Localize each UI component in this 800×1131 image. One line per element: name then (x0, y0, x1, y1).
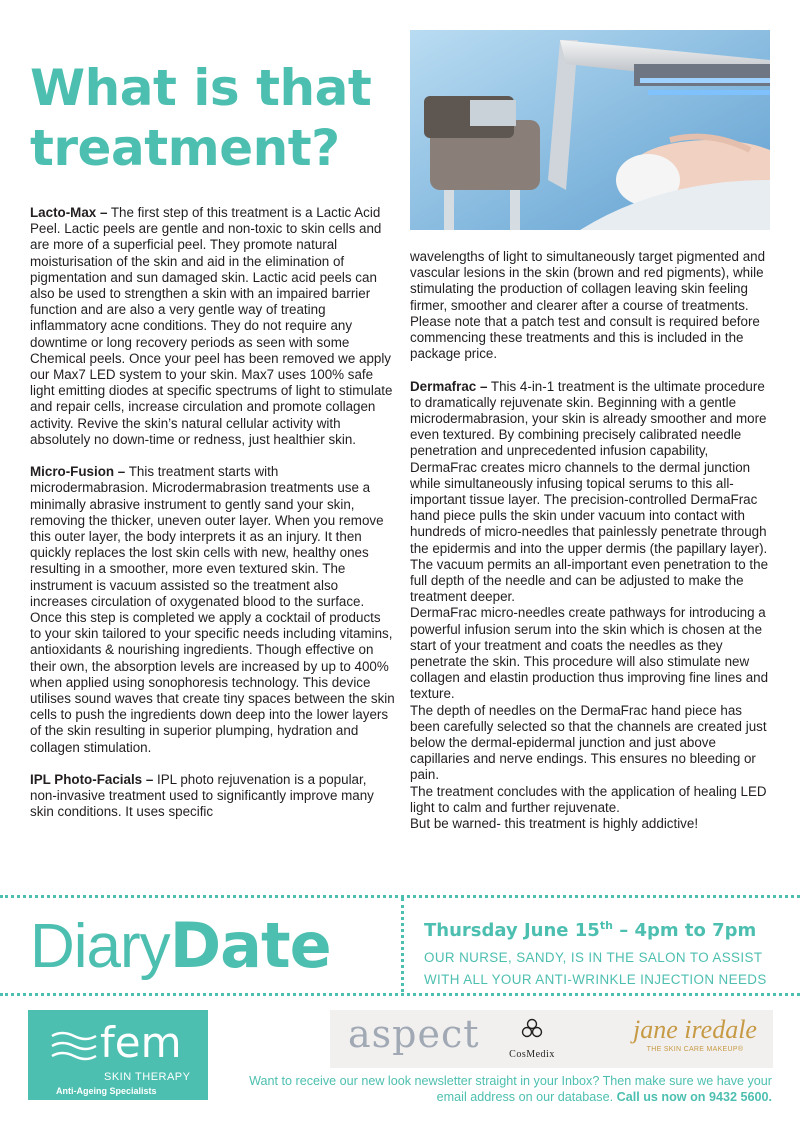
logo-name: fem (100, 1018, 182, 1067)
event-date (424, 915, 774, 942)
jane-iredale-tagline: THE SKIN CARE MAKEUP® (646, 1046, 744, 1053)
event-date-main: Thursday June 15 (424, 920, 600, 941)
micro-fusion-heading: Micro-Fusion – (30, 464, 126, 480)
dermafrac-text: This 4-in-1 treatment is the ultimate procedure to dramatically rejuvenate skin. Beginning with a gentle microdermabrasion, your skin is already smoother and more even textured. By combining precisely calibrated needle penetration and unprecedented infusion capability, DermaFrac creates micro channels to the dermal junction while simultaneously infusing topical serums to this all-important tissue layer. The precision-controlled DermaFrac hand piece pulls the skin under vacuum into contact with hundreds of micro-needles that painlessly penetrate through the epidermis and into the upper dermis (the papillary layer). The vacuum permits an all-important even penetration to the full depth of the needle and can be adjusted to make the treatment deeper. (410, 378, 769, 605)
dermafrac-paragraph-3: The depth of needles on the DermaFrac hand piece has been carefully selected so that the channels are created just below the dermal-epidermal junction and just above capillaries and nerve endings. This ensures no bleeding or pain. (410, 702, 767, 783)
ipl-heading: IPL Photo-Facials – (30, 772, 154, 788)
cta-text: Want to receive our new look newsletter straight in your Inbox? Then make sure we have your email address on our database. (249, 1074, 772, 1104)
right-column (410, 249, 775, 832)
dotted-divider-vertical (401, 898, 404, 992)
ipl-continuation: wavelengths of light to simultaneously target pigmented and vascular lesions in the skin (brown and red pigments), while stimulating the production of collagen leaving skin feeling firmer, smoother and clearer after a course of treatments. Please note that a patch test and consult is required before commencing these treatments and this is included in the package price. (410, 249, 766, 362)
cosmedix-name: CosMedix (509, 1049, 555, 1060)
led-treatment-photo (410, 30, 770, 230)
fem-logo (28, 1010, 208, 1100)
diary-date-heading (30, 910, 331, 983)
micro-fusion-text: This treatment starts with microdermabrasion. Microdermabrasion treatments use a minimally abrasive instrument to gently sand your skin, removing the thicker, uneven outer layer. When you remove this outer layer, the body interprets it as an injury. It then quickly replaces the lost skin cells with new, healthy ones resulting in a smoother, more even textured skin. The instrument is vacuum assisted so the treatment also increases circulation of oxygenated blood to the surface. Once this step is completed we apply a cocktail of products to your skin tailored to your specific needs including vitamins, antioxidants & nourishing ingredients. Though effective on their own, the absorption levels are increased by up to 400% when applied using sonophoresis technology. This device utilises sound waves that create tiny spaces between the skin cells to push the ingredients down deep into the lower layers of the skin resulting in superior plumping, hydration and collagen stimulation. (30, 464, 395, 755)
cta-phone: Call us now on 9432 5600. (613, 1090, 772, 1104)
photo-illustration (410, 30, 770, 230)
event-info (424, 915, 774, 991)
lacto-max-text: The first step of this treatment is a Lactic Acid Peel. Lactic peels are gentle and non-toxic to skin cells and are more of a superficial peel. They promote natural moisturisation of the skin and aid in the elimination of pigmentation and sun damaged skin. Lactic acid peels can also be used to strengthen a skin with an impaired barrier function and are also a very gentle way of treating inflammatory acne conditions. They do not require any downtime or long recovery periods as seen with some Chemical peels. Once your peel has been removed we apply our Max7 LED system to your skin. Max7 uses 100% safe light emitting diodes at specific spectrums of light to stimulate and repair cells, increase circulation and promote collagen activity. Revive the skin’s natural cellular activity with absolutely no down-time or redness, just healthier skin. (30, 205, 393, 447)
lacto-max-heading: Lacto-Max – (30, 205, 108, 220)
dotted-divider-bottom (0, 993, 800, 996)
lacto-max-paragraph (30, 205, 395, 448)
logo-subtitle: SKIN THERAPY (104, 1071, 191, 1083)
wave-icon (50, 1030, 98, 1064)
dermafrac-heading: Dermafrac – (410, 378, 488, 394)
date-word: Date (169, 909, 331, 982)
jane-iredale-logo (625, 1014, 765, 1053)
ipl-text: IPL photo rejuvenation is a popular, non-invasive treatment used to significantly improve many skin conditions. It uses specific (30, 772, 374, 820)
dermafrac-paragraph (410, 379, 775, 606)
newsletter-cta (230, 1073, 772, 1105)
micro-fusion-paragraph (30, 464, 395, 756)
ipl-paragraph (30, 772, 395, 821)
jane-iredale-name: jane iredale (633, 1015, 757, 1044)
left-column (30, 205, 395, 821)
dermafrac-paragraph-5: But be warned- this treatment is highly addictive! (410, 816, 699, 832)
page-title: What is that treatment? (30, 59, 372, 177)
diary-word: Diary (30, 912, 170, 981)
event-date-suffix: th (599, 919, 613, 932)
event-time: – 4pm to 7pm (612, 920, 757, 941)
cosmedix-molecule-icon (520, 1018, 544, 1042)
logo-tagline: Anti-Ageing Specialists (56, 1086, 157, 1096)
dermafrac-paragraph-2: DermaFrac micro-needles create pathways for introducing a powerful infusion serum into the skin which is chosen at the start of your treatment and coats the needles as they penetrate the skin. This procedure will also stimulate new collagen and elastin production thus improving fine lines and texture. (410, 605, 769, 702)
brand-logos (330, 1010, 773, 1068)
event-description: OUR NURSE, SANDY, IS IN THE SALON TO ASSIST WITH ALL YOUR ANTI-WRINKLE INJECTION NEEDS (424, 950, 767, 987)
cosmedix-logo (502, 1018, 562, 1060)
dotted-divider-top (0, 895, 800, 898)
dermafrac-paragraph-4: The treatment concludes with the application of healing LED light to calm and further rejuvenate. (410, 783, 767, 815)
aspect-logo: aspect (348, 1012, 480, 1056)
